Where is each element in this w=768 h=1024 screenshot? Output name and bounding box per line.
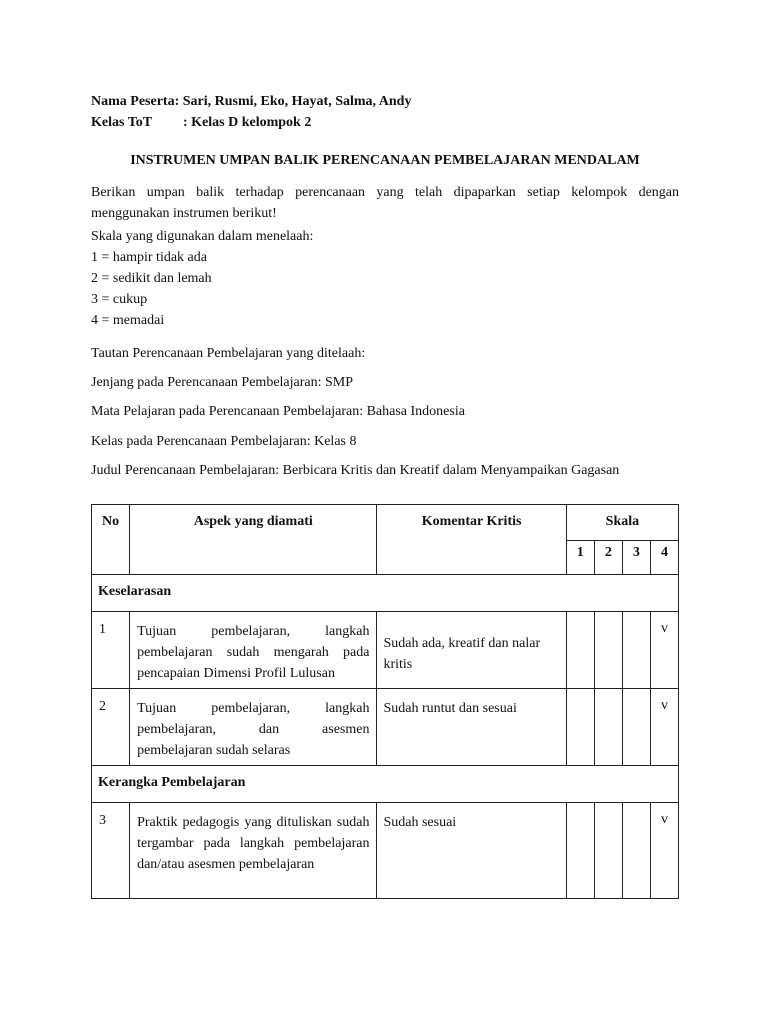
row-number: 3 [92,803,130,899]
section-row [92,575,679,612]
mark-scale-3 [622,803,650,899]
mark-scale-4: v [650,803,678,899]
scale-intro: Skala yang digunakan dalam menelaah: [91,229,314,244]
instructions-text: Berikan umpan balik terhadap perencanaan yang telah dipaparkan setiap kelompok dengan menggunakan instrumen berikut! [91,185,679,221]
row-aspect: Tujuan pembelajaran, langkah pembelajaran, dan asesmen pembelajaran sudah selaras [130,689,377,766]
info-lesson-title: Judul Perencanaan Pembelajaran: Berbicara Kritis dan Kreatif dalam Menyampaikan Gagasan [91,463,620,478]
participants-value: : Sari, Rusmi, Eko, Hayat, Salma, Andy [174,94,412,109]
mark-scale-2 [594,689,622,766]
info-link: Tautan Perencanaan Pembelajaran yang ditelaah: [91,346,366,361]
scale-item: 3 = cukup [91,292,148,307]
header-scale-1: 1 [566,541,594,575]
row-aspect: Tujuan pembelajaran, langkah pembelajaran sudah mengarah pada pencapaian Dimensi Profil Lulusan [130,612,377,689]
row-number: 1 [92,612,130,689]
class-line [91,115,311,131]
mark-scale-1 [566,803,594,899]
header-comment: Komentar Kritis [377,505,566,575]
mark-scale-2 [594,612,622,689]
row-comment: Sudah sesuai [377,803,566,899]
section-keselarasan: Keselarasan [92,575,679,612]
section-kerangka-pembelajaran: Kerangka Pembelajaran [92,766,679,803]
header-scale-2: 2 [594,541,622,575]
mark-scale-1 [566,689,594,766]
row-comment: Sudah ada, kreatif dan nalar kritis [377,612,566,689]
table-row [92,803,679,899]
mark-scale-4: v [650,612,678,689]
info-subject: Mata Pelajaran pada Perencanaan Pembelajaran: Bahasa Indonesia [91,404,465,419]
participants-line [91,94,411,110]
mark-scale-2 [594,803,622,899]
header-aspect: Aspek yang diamati [130,505,377,575]
mark-scale-3 [622,689,650,766]
table-row [92,612,679,689]
feedback-table [91,504,679,899]
scale-item: 2 = sedikit dan lemah [91,271,212,286]
table-row [92,689,679,766]
mark-scale-4: v [650,689,678,766]
info-level: Jenjang pada Perencanaan Pembelajaran: SMP [91,375,354,390]
participants-label: Nama Peserta [91,94,175,109]
header-scale: Skala [566,505,678,541]
scale-item: 1 = hampir tidak ada [91,250,207,265]
class-value: : Kelas D kelompok 2 [183,115,312,130]
document-title: INSTRUMEN UMPAN BALIK PERENCANAAN PEMBELAJARAN MENDALAM [130,153,640,168]
info-grade: Kelas pada Perencanaan Pembelajaran: Kelas 8 [91,434,357,449]
header-no: No [92,505,130,575]
row-aspect: Praktik pedagogis yang dituliskan sudah tergambar pada langkah pembelajaran dan/atau asesmen pembelajaran [130,803,377,899]
row-number: 2 [92,689,130,766]
mark-scale-3 [622,612,650,689]
section-row [92,766,679,803]
header-scale-4: 4 [650,541,678,575]
row-comment: Sudah runtut dan sesuai [377,689,566,766]
mark-scale-1 [566,612,594,689]
class-label: Kelas ToT [91,115,153,130]
header-scale-3: 3 [622,541,650,575]
scale-item: 4 = memadai [91,313,165,328]
